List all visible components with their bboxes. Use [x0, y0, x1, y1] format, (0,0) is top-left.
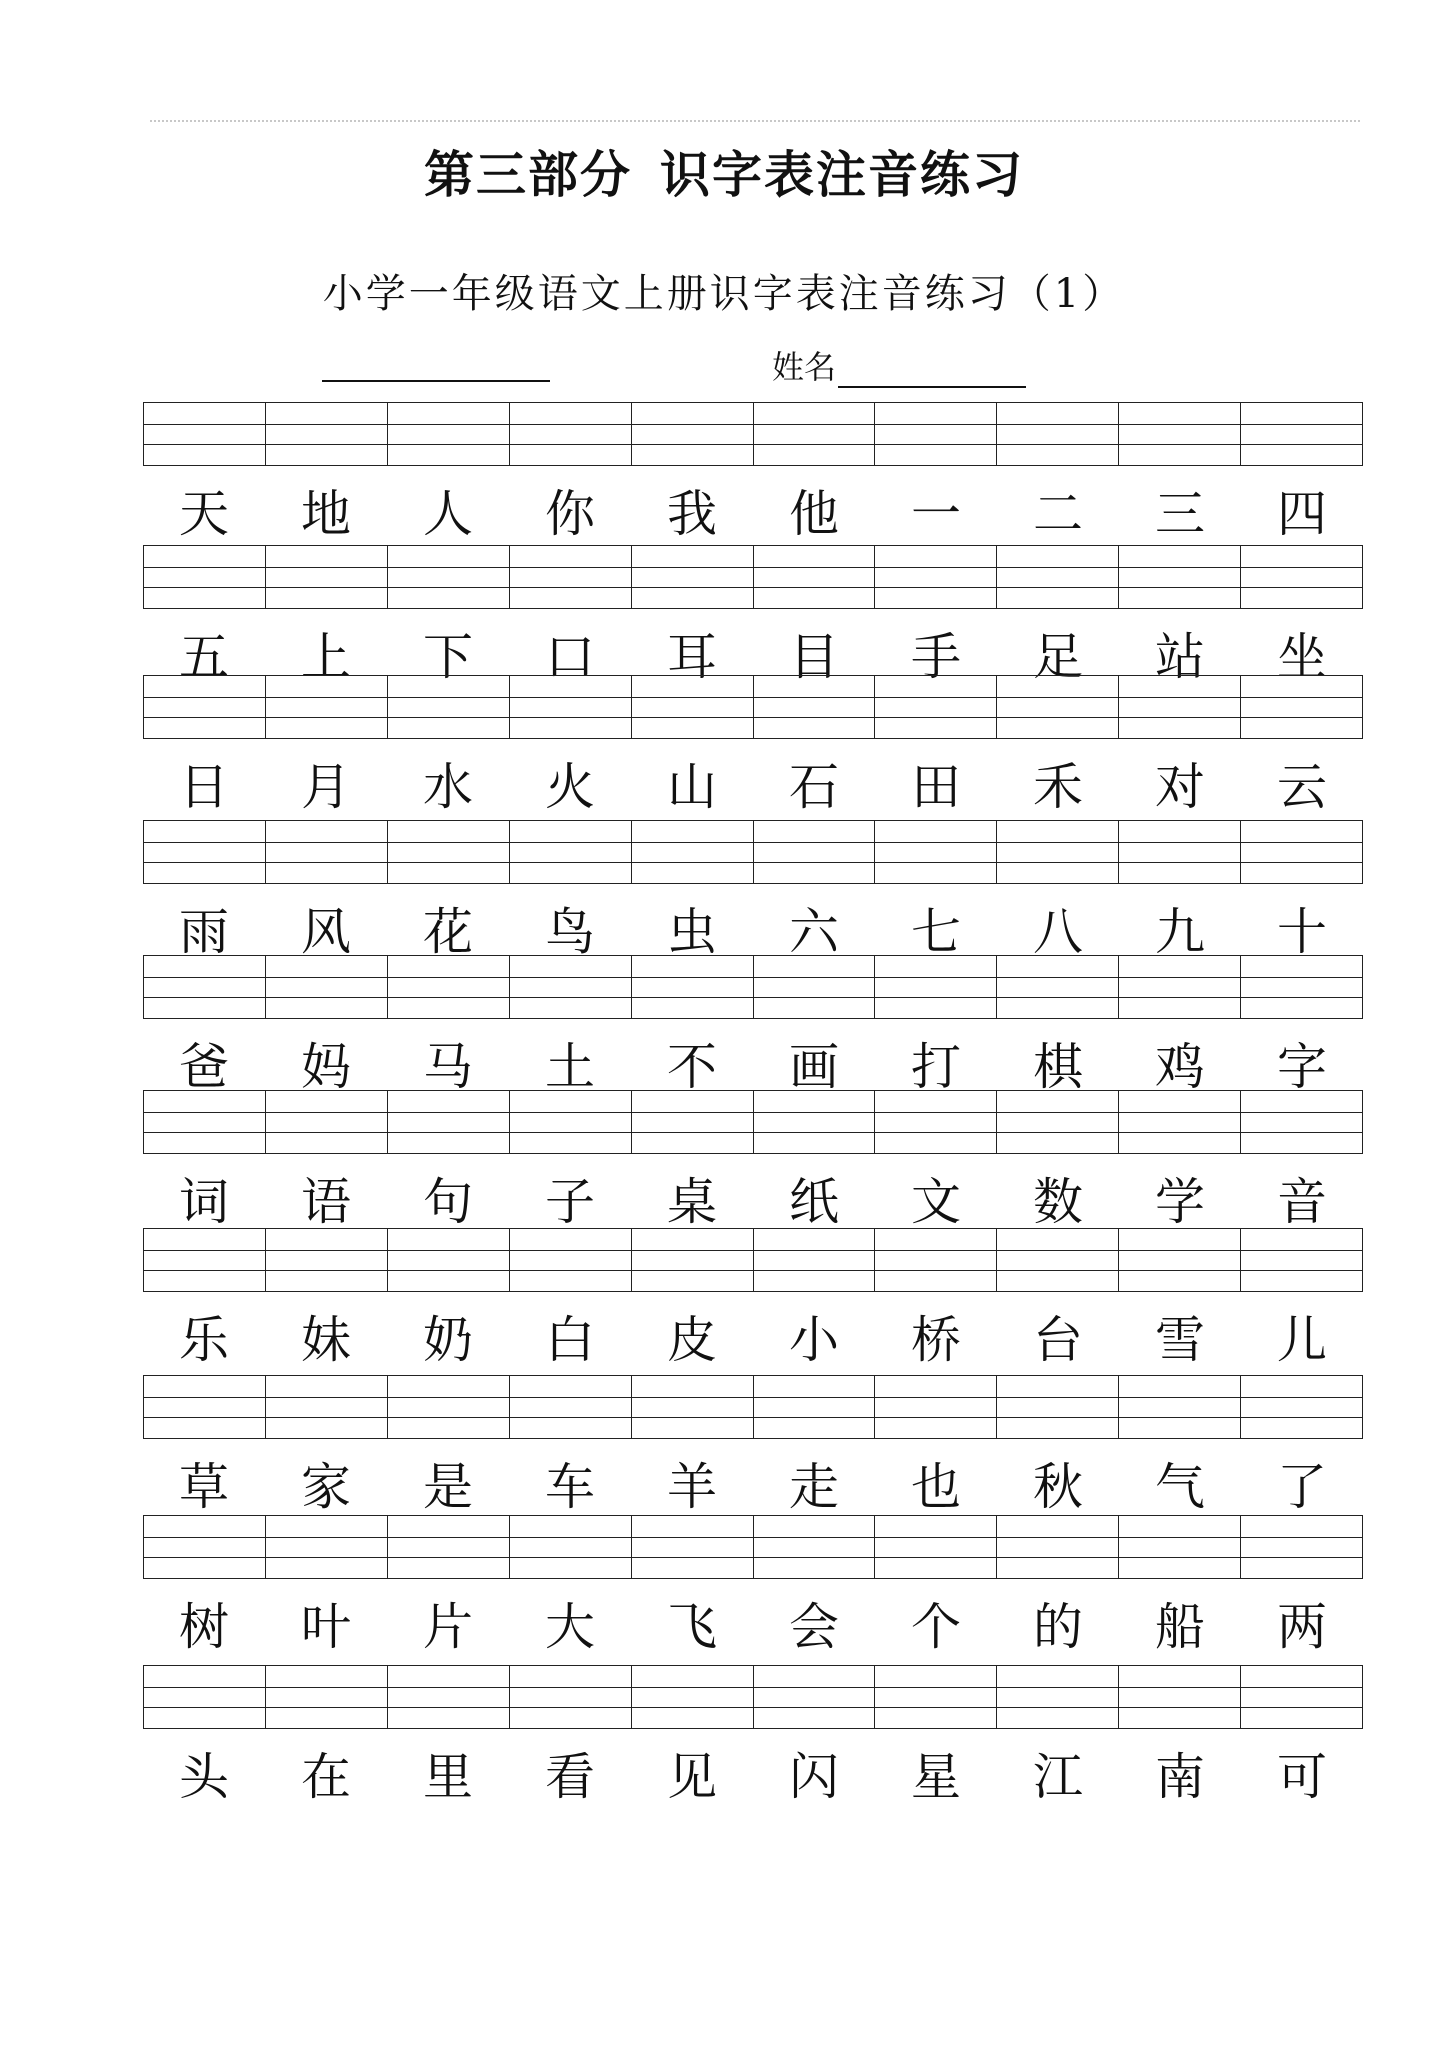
character-row [143, 1587, 1363, 1667]
pinyin-writing-cell[interactable] [510, 403, 632, 465]
character: 八 [1033, 903, 1083, 961]
pinyin-writing-cell[interactable] [144, 1516, 266, 1578]
pinyin-writing-cell[interactable] [1241, 956, 1362, 1018]
pinyin-grid-row [143, 545, 1363, 609]
pinyin-writing-cell[interactable] [388, 1666, 510, 1728]
character: 也 [911, 1458, 961, 1516]
character: 桥 [911, 1311, 961, 1369]
top-dotted-rule [150, 120, 1360, 122]
pinyin-writing-cell[interactable] [1119, 821, 1241, 883]
pinyin-writing-cell[interactable] [1119, 546, 1241, 608]
character: 草 [179, 1458, 229, 1516]
pinyin-writing-cell[interactable] [997, 821, 1119, 883]
pinyin-writing-cell[interactable] [388, 1516, 510, 1578]
character: 地 [301, 485, 351, 543]
pinyin-writing-cell[interactable] [997, 1666, 1119, 1728]
character: 皮 [667, 1311, 717, 1369]
character: 月 [301, 758, 351, 816]
character: 叶 [301, 1598, 351, 1656]
character: 四 [1277, 485, 1327, 543]
pinyin-writing-cell[interactable] [144, 1666, 266, 1728]
pinyin-writing-cell[interactable] [754, 1516, 876, 1578]
pinyin-writing-cell[interactable] [388, 546, 510, 608]
pinyin-writing-cell[interactable] [388, 403, 510, 465]
character: 桌 [667, 1173, 717, 1231]
character: 花 [423, 903, 473, 961]
pinyin-writing-cell[interactable] [1241, 546, 1362, 608]
pinyin-grid-row [143, 1228, 1363, 1292]
pinyin-grid-row [143, 955, 1363, 1019]
pinyin-writing-cell[interactable] [1119, 1376, 1241, 1438]
title-text: 识字表注音练习 [660, 145, 1024, 204]
character: 羊 [667, 1458, 717, 1516]
character: 云 [1277, 758, 1327, 816]
character: 风 [301, 903, 351, 961]
title-part: 第三部分 [424, 145, 632, 204]
character: 江 [1033, 1748, 1083, 1806]
character: 水 [423, 758, 473, 816]
character: 大 [545, 1598, 595, 1656]
pinyin-writing-cell[interactable] [388, 956, 510, 1018]
character: 马 [423, 1038, 473, 1096]
pinyin-writing-cell[interactable] [632, 1376, 754, 1438]
character: 学 [1155, 1173, 1205, 1231]
pinyin-writing-cell[interactable] [1241, 403, 1362, 465]
pinyin-writing-cell[interactable] [510, 1091, 632, 1153]
pinyin-writing-cell[interactable] [875, 1229, 997, 1291]
pinyin-writing-cell[interactable] [875, 1376, 997, 1438]
pinyin-writing-cell[interactable] [875, 1516, 997, 1578]
pinyin-writing-cell[interactable] [266, 1516, 388, 1578]
pinyin-writing-cell[interactable] [997, 1229, 1119, 1291]
character: 闪 [789, 1748, 839, 1806]
pinyin-writing-cell[interactable] [266, 1091, 388, 1153]
character: 儿 [1277, 1311, 1327, 1369]
pinyin-writing-cell[interactable] [754, 1666, 876, 1728]
pinyin-writing-cell[interactable] [1119, 1091, 1241, 1153]
character: 十 [1277, 903, 1327, 961]
character: 鸡 [1155, 1038, 1205, 1096]
pinyin-writing-cell[interactable] [144, 546, 266, 608]
character: 头 [179, 1748, 229, 1806]
character: 土 [545, 1038, 595, 1096]
pinyin-writing-cell[interactable] [632, 403, 754, 465]
character: 树 [179, 1598, 229, 1656]
character-row [143, 474, 1363, 554]
pinyin-writing-cell[interactable] [144, 1229, 266, 1291]
character: 片 [423, 1598, 473, 1656]
pinyin-writing-cell[interactable] [632, 546, 754, 608]
character: 可 [1277, 1748, 1327, 1806]
pinyin-writing-cell[interactable] [754, 821, 876, 883]
character: 在 [301, 1748, 351, 1806]
pinyin-writing-cell[interactable] [632, 1091, 754, 1153]
character: 家 [301, 1458, 351, 1516]
character: 会 [789, 1598, 839, 1656]
character: 虫 [667, 903, 717, 961]
worksheet-subtitle: 小学一年级语文上册识字表注音练习（1） [322, 271, 1126, 317]
character: 见 [667, 1748, 717, 1806]
pinyin-writing-cell[interactable] [997, 546, 1119, 608]
pinyin-writing-cell[interactable] [388, 676, 510, 738]
character: 他 [789, 485, 839, 543]
character: 数 [1033, 1173, 1083, 1231]
character-row [143, 1300, 1363, 1380]
character: 音 [1277, 1173, 1327, 1231]
character: 乐 [179, 1311, 229, 1369]
pinyin-grid-row [143, 402, 1363, 466]
character: 七 [911, 903, 961, 961]
character: 不 [667, 1038, 717, 1096]
pinyin-writing-cell[interactable] [1241, 1091, 1362, 1153]
pinyin-writing-cell[interactable] [144, 1091, 266, 1153]
pinyin-writing-cell[interactable] [1119, 403, 1241, 465]
pinyin-writing-cell[interactable] [997, 1516, 1119, 1578]
pinyin-writing-cell[interactable] [510, 1516, 632, 1578]
pinyin-writing-cell[interactable] [754, 1091, 876, 1153]
pinyin-writing-cell[interactable] [266, 403, 388, 465]
pinyin-writing-cell[interactable] [1241, 1376, 1362, 1438]
character: 雪 [1155, 1311, 1205, 1369]
character: 词 [179, 1173, 229, 1231]
character: 山 [667, 758, 717, 816]
character: 田 [911, 758, 961, 816]
name-field [772, 342, 1026, 388]
pinyin-writing-cell[interactable] [144, 676, 266, 738]
character: 气 [1155, 1458, 1205, 1516]
character: 坐 [1277, 628, 1327, 686]
character: 两 [1277, 1598, 1327, 1656]
character: 石 [789, 758, 839, 816]
pinyin-writing-cell[interactable] [632, 676, 754, 738]
character: 字 [1277, 1038, 1327, 1096]
pinyin-writing-cell[interactable] [997, 1091, 1119, 1153]
pinyin-writing-cell[interactable] [144, 821, 266, 883]
pinyin-writing-cell[interactable] [266, 1229, 388, 1291]
pinyin-writing-cell[interactable] [875, 956, 997, 1018]
character: 天 [179, 485, 229, 543]
character: 下 [423, 628, 473, 686]
character: 的 [1033, 1598, 1083, 1656]
character: 看 [545, 1748, 595, 1806]
name-label: 姓名 [772, 348, 837, 386]
pinyin-writing-cell[interactable] [997, 403, 1119, 465]
character: 妈 [301, 1038, 351, 1096]
character: 站 [1155, 628, 1205, 686]
character: 人 [423, 485, 473, 543]
pinyin-writing-cell[interactable] [875, 546, 997, 608]
pinyin-writing-cell[interactable] [510, 956, 632, 1018]
character: 车 [545, 1458, 595, 1516]
character: 对 [1155, 758, 1205, 816]
pinyin-writing-cell[interactable] [754, 403, 876, 465]
pinyin-grid-row [143, 1375, 1363, 1439]
pinyin-writing-cell[interactable] [1241, 1229, 1362, 1291]
character: 日 [179, 758, 229, 816]
character: 里 [423, 1748, 473, 1806]
pinyin-writing-cell[interactable] [1241, 1666, 1362, 1728]
pinyin-writing-cell[interactable] [266, 546, 388, 608]
pinyin-writing-cell[interactable] [875, 1666, 997, 1728]
pinyin-writing-cell[interactable] [632, 1666, 754, 1728]
pinyin-writing-cell[interactable] [997, 956, 1119, 1018]
pinyin-writing-cell[interactable] [1119, 676, 1241, 738]
character: 奶 [423, 1311, 473, 1369]
character: 火 [545, 758, 595, 816]
character: 三 [1155, 485, 1205, 543]
pinyin-grid-row [143, 1515, 1363, 1579]
pinyin-writing-cell[interactable] [266, 676, 388, 738]
character: 文 [911, 1173, 961, 1231]
character: 禾 [1033, 758, 1083, 816]
character: 爸 [179, 1038, 229, 1096]
character: 口 [545, 628, 595, 686]
pinyin-writing-cell[interactable] [875, 1091, 997, 1153]
pinyin-writing-cell[interactable] [144, 956, 266, 1018]
pinyin-grid-row [143, 675, 1363, 739]
character: 语 [301, 1173, 351, 1231]
pinyin-writing-cell[interactable] [632, 821, 754, 883]
pinyin-writing-cell[interactable] [875, 676, 997, 738]
pinyin-writing-cell[interactable] [510, 546, 632, 608]
character: 耳 [667, 628, 717, 686]
character: 句 [423, 1173, 473, 1231]
pinyin-writing-cell[interactable] [632, 1229, 754, 1291]
character: 了 [1277, 1458, 1327, 1516]
character: 南 [1155, 1748, 1205, 1806]
pinyin-writing-cell[interactable] [632, 1516, 754, 1578]
character-row [143, 1737, 1363, 1817]
pinyin-writing-cell[interactable] [754, 1229, 876, 1291]
pinyin-writing-cell[interactable] [266, 821, 388, 883]
pinyin-writing-cell[interactable] [510, 1376, 632, 1438]
character: 画 [789, 1038, 839, 1096]
character: 台 [1033, 1311, 1083, 1369]
character: 鸟 [545, 903, 595, 961]
name-blank-line[interactable] [838, 352, 1026, 388]
character: 妹 [301, 1311, 351, 1369]
pinyin-writing-cell[interactable] [1241, 1516, 1362, 1578]
pinyin-writing-cell[interactable] [632, 956, 754, 1018]
character: 足 [1033, 628, 1083, 686]
character: 船 [1155, 1598, 1205, 1656]
pinyin-writing-cell[interactable] [1119, 1229, 1241, 1291]
pinyin-writing-cell[interactable] [388, 1229, 510, 1291]
pinyin-writing-cell[interactable] [388, 1376, 510, 1438]
pinyin-grid-row [143, 1090, 1363, 1154]
character: 九 [1155, 903, 1205, 961]
character: 我 [667, 485, 717, 543]
character: 上 [301, 628, 351, 686]
pinyin-writing-cell[interactable] [997, 676, 1119, 738]
character: 六 [789, 903, 839, 961]
page-title [0, 135, 1448, 207]
pinyin-writing-cell[interactable] [1119, 1516, 1241, 1578]
pinyin-writing-cell[interactable] [754, 956, 876, 1018]
character: 是 [423, 1458, 473, 1516]
pinyin-writing-cell[interactable] [144, 403, 266, 465]
character: 白 [545, 1311, 595, 1369]
pinyin-writing-cell[interactable] [388, 1091, 510, 1153]
pinyin-writing-cell[interactable] [266, 956, 388, 1018]
pinyin-writing-cell[interactable] [510, 676, 632, 738]
pinyin-writing-cell[interactable] [144, 1376, 266, 1438]
character: 五 [179, 628, 229, 686]
character: 小 [789, 1311, 839, 1369]
pinyin-writing-cell[interactable] [388, 821, 510, 883]
character: 目 [789, 628, 839, 686]
character: 子 [545, 1173, 595, 1231]
character: 打 [911, 1038, 961, 1096]
character: 星 [911, 1748, 961, 1806]
pinyin-writing-cell[interactable] [1119, 956, 1241, 1018]
character: 走 [789, 1458, 839, 1516]
class-blank-line[interactable] [322, 380, 550, 382]
pinyin-writing-cell[interactable] [266, 1376, 388, 1438]
pinyin-writing-cell[interactable] [1241, 821, 1362, 883]
character: 雨 [179, 903, 229, 961]
character: 二 [1033, 485, 1083, 543]
pinyin-writing-cell[interactable] [1119, 1666, 1241, 1728]
pinyin-writing-cell[interactable] [754, 1376, 876, 1438]
character: 秋 [1033, 1458, 1083, 1516]
pinyin-writing-cell[interactable] [875, 821, 997, 883]
character: 纸 [789, 1173, 839, 1231]
character: 一 [911, 485, 961, 543]
pinyin-writing-cell[interactable] [997, 1376, 1119, 1438]
pinyin-writing-cell[interactable] [754, 546, 876, 608]
pinyin-writing-cell[interactable] [754, 676, 876, 738]
character: 手 [911, 628, 961, 686]
pinyin-writing-cell[interactable] [510, 1666, 632, 1728]
pinyin-grid-row [143, 820, 1363, 884]
character-row [143, 747, 1363, 827]
pinyin-writing-cell[interactable] [510, 821, 632, 883]
pinyin-writing-cell[interactable] [266, 1666, 388, 1728]
pinyin-writing-cell[interactable] [1241, 676, 1362, 738]
pinyin-writing-cell[interactable] [875, 403, 997, 465]
character: 飞 [667, 1598, 717, 1656]
pinyin-writing-cell[interactable] [510, 1229, 632, 1291]
pinyin-grid-row [143, 1665, 1363, 1729]
character: 棋 [1033, 1038, 1083, 1096]
character: 你 [545, 485, 595, 543]
character: 个 [911, 1598, 961, 1656]
